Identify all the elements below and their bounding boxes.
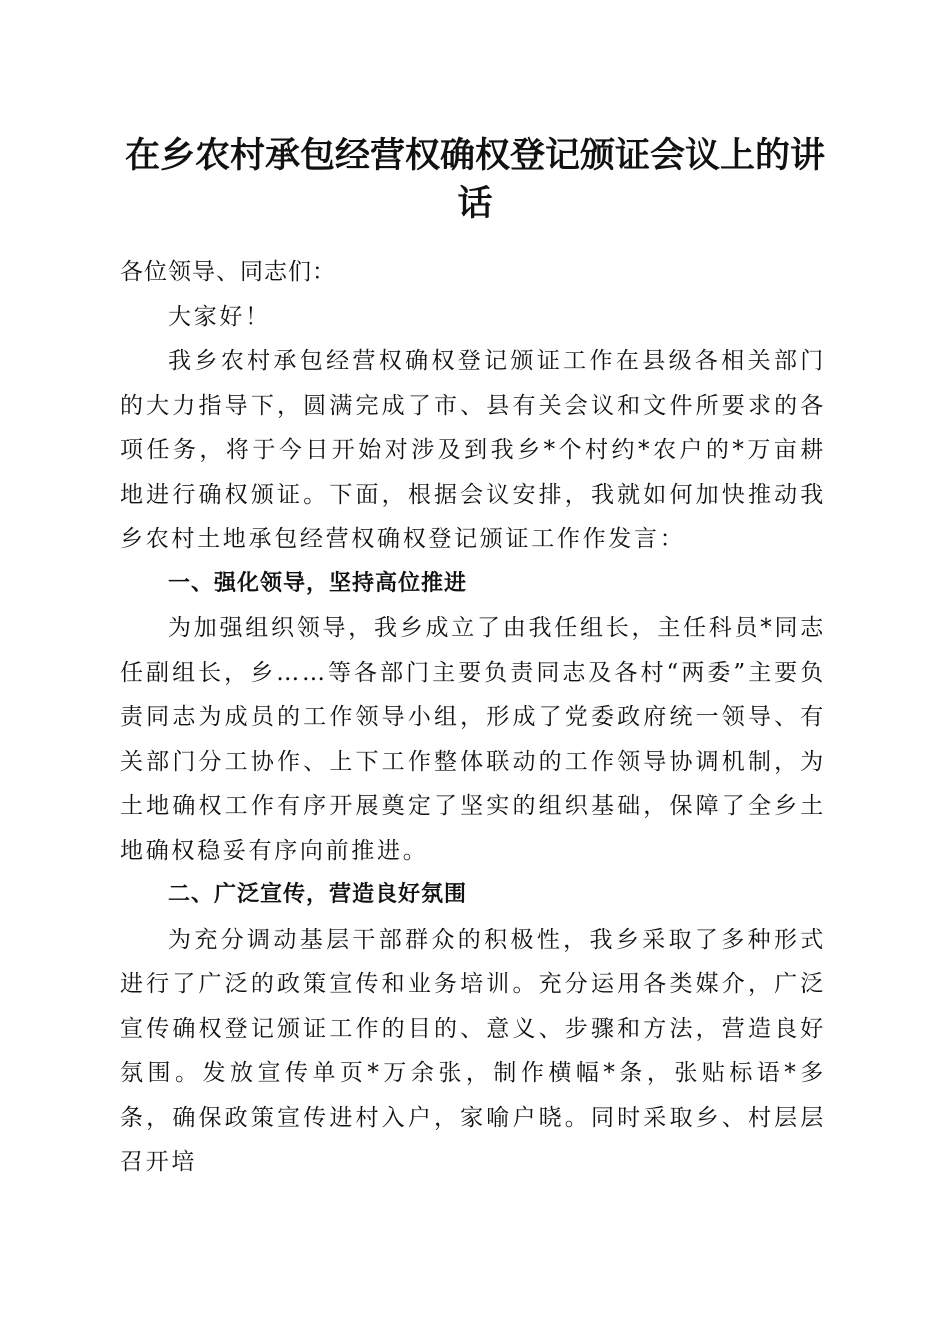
salutation: 各位领导、同志们： — [120, 259, 336, 285]
document-body — [120, 250, 826, 1185]
document-title: 在乡农村承包经营权确权登记颁证会议上的讲话 — [124, 135, 825, 224]
section-paragraph-1: 为加强组织领导，我乡成立了由我任组长，主任科员*同志任副组长，乡……等各部门主要负责同志及各村“两委”主要负责同志为成员的工作领导小组，形成了党委政府统一领导、有关部门分工协作、上下工作整体联动的工作领导协调机制，为土地确权工作有序开展奠定了坚实的组织基础，保障了全乡土地确权稳妥有序向前推进。 — [120, 615, 826, 864]
intro-paragraph: 我乡农村承包经营权确权登记颁证工作在县级各相关部门的大力指导下，圆满完成了市、县有关会议和文件所要求的各项任务，将于今日开始对涉及到我乡*个村约*农户的*万亩耕地进行确权颁证。下面，根据会议安排，我就如何加快推动我乡农村土地承包经营权确权登记颁证工作作发言： — [120, 348, 826, 552]
section-heading-2: 二、广泛宣传，营造良好氛围 — [168, 882, 468, 907]
greeting: 大家好！ — [168, 303, 271, 330]
section-paragraph-2: 为充分调动基层干部群众的积极性，我乡采取了多种形式进行了广泛的政策宣传和业务培训。充分运用各类媒介，广泛宣传确权登记颁证工作的目的、意义、步骤和方法，营造良好氛围。发放宣传单页*万余张，制作横幅*条，张贴标语*多条，确保政策宣传进村入户，家喻户晓。同时采取乡、村层层召开培 — [120, 926, 826, 1175]
section-heading-1: 一、强化领导，坚持高位推进 — [168, 570, 468, 596]
